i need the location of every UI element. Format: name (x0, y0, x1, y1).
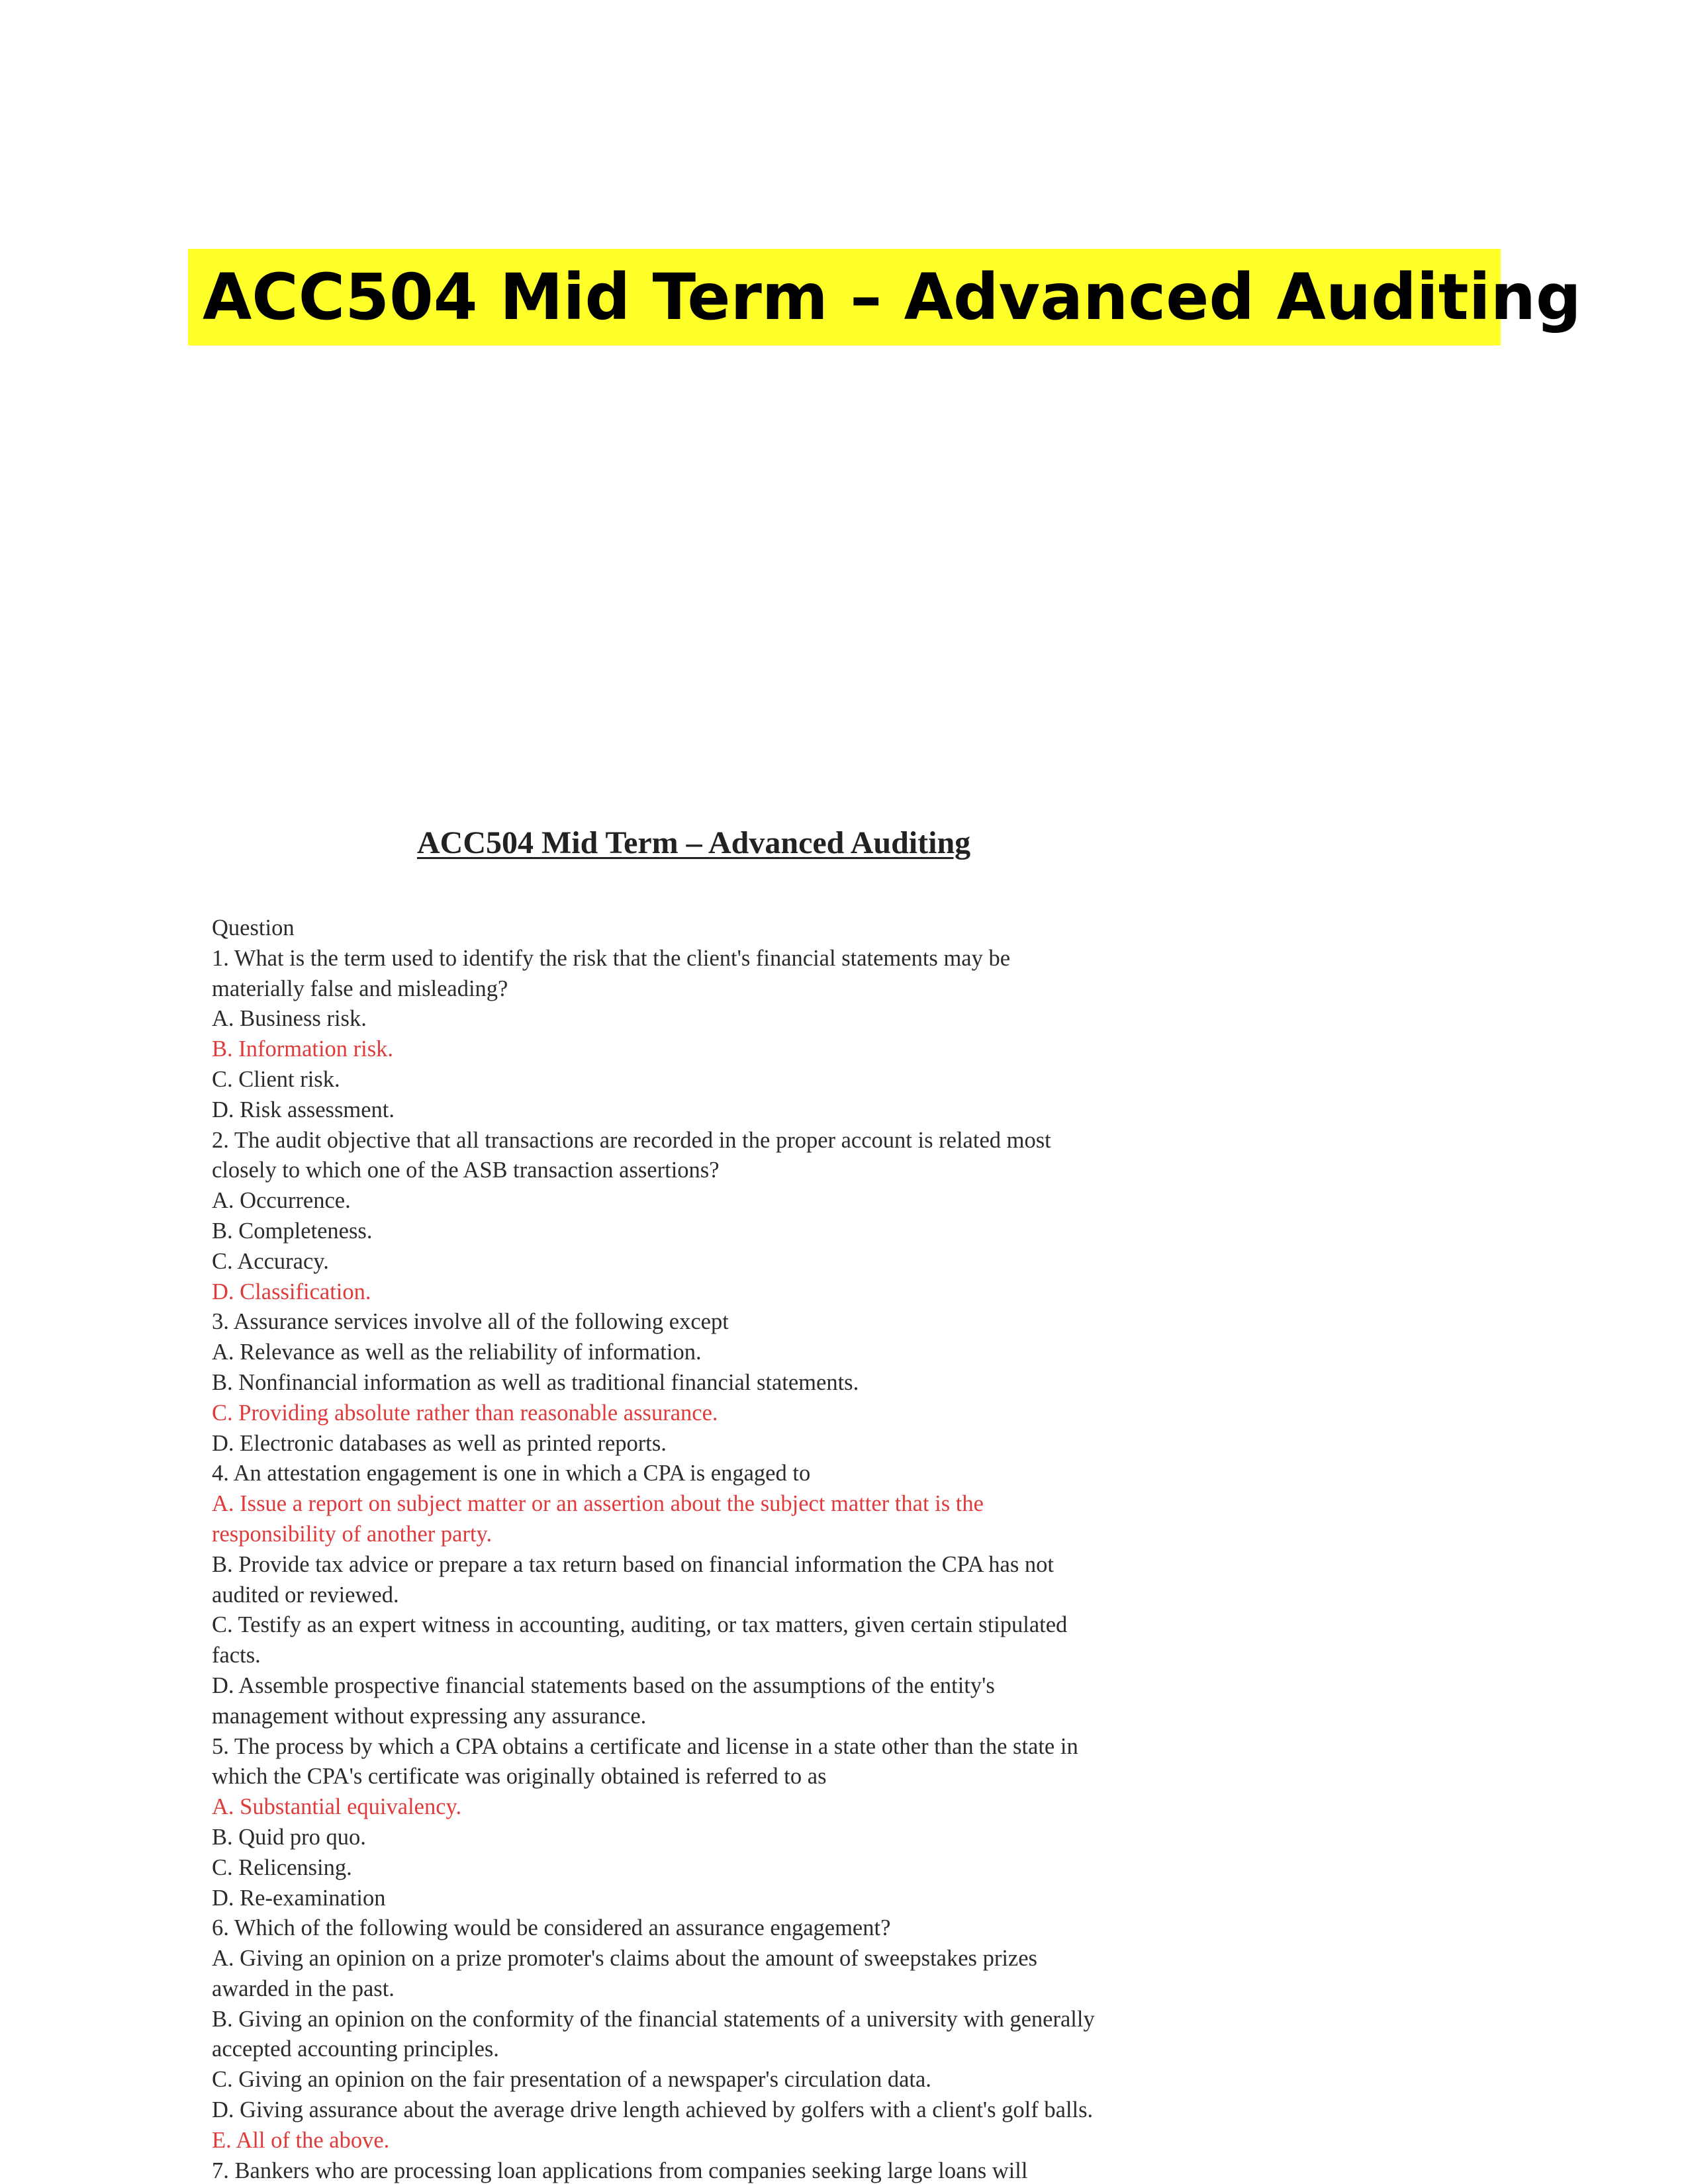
question-line: Question (212, 915, 295, 940)
answer-line: A. Issue a report on subject matter or an assertion about the subject matter that is the (212, 1491, 984, 1517)
question-line: awarded in the past. (212, 1976, 395, 2001)
exam-title: ACC504 Mid Term – Advanced Auditing (417, 825, 971, 860)
question-line: management without expressing any assurance. (212, 1703, 647, 1729)
question-line: 5. The process by which a CPA obtains a certificate and license in a state other than the state in (212, 1733, 1078, 1759)
question-line: which the CPA's certificate was originally obtained is referred to as (212, 1764, 827, 1790)
question-line: C. Giving an opinion on the fair presentation of a newspaper's circulation data. (212, 2067, 931, 2093)
question-list (212, 913, 1304, 2184)
question-line: 4. An attestation engagement is one in which a CPA is engaged to (212, 1461, 811, 1486)
answer-line: B. Information risk. (212, 1036, 394, 1062)
answer-line: C. Providing absolute rather than reasonable assurance. (212, 1400, 718, 1426)
question-line: 6. Which of the following would be considered an assurance engagement? (212, 1915, 891, 1941)
question-line: 3. Assurance services involve all of the following except (212, 1309, 729, 1335)
question-line: 2. The audit objective that all transactions are recorded in the proper account is related most (212, 1127, 1051, 1153)
question-line: B. Giving an opinion on the conformity of the financial statements of a university with generally (212, 2006, 1095, 2032)
answer-line: responsibility of another party. (212, 1521, 492, 1547)
question-line: materially false and misleading? (212, 976, 508, 1001)
question-line: D. Electronic databases as well as printed reports. (212, 1430, 667, 1456)
scanned-exam-page (0, 807, 1688, 2184)
question-line: closely to which one of the ASB transaction assertions? (212, 1158, 720, 1183)
question-line: D. Giving assurance about the average drive length achieved by golfers with a client's golf balls. (212, 2097, 1094, 2123)
question-line: B. Quid pro quo. (212, 1824, 366, 1850)
question-line: C. Testify as an expert witness in accounting, auditing, or tax matters, given certain stipulated (212, 1612, 1068, 1638)
question-line: D. Re-examination (212, 1885, 386, 1911)
question-line: B. Completeness. (212, 1218, 373, 1244)
question-line: D. Assemble prospective financial statements based on the assumptions of the entity's (212, 1672, 995, 1698)
question-line: 1. What is the term used to identify the risk that the client's financial statements may be (212, 945, 1011, 971)
question-line: A. Occurrence. (212, 1188, 351, 1214)
question-line: D. Risk assessment. (212, 1097, 395, 1122)
question-line: C. Relicensing. (212, 1854, 352, 1880)
title-banner (188, 249, 1581, 345)
question-line: facts. (212, 1643, 261, 1668)
answer-line: E. All of the above. (212, 2127, 390, 2153)
question-line: A. Business risk. (212, 1006, 367, 1032)
question-line: C. Accuracy. (212, 1248, 329, 1274)
question-line: B. Provide tax advice or prepare a tax return based on financial information the CPA has not (212, 1551, 1055, 1577)
question-line: accepted accounting principles. (212, 2036, 499, 2062)
question-line: B. Nonfinancial information as well as traditional financial statements. (212, 1369, 859, 1395)
answer-line: D. Classification. (212, 1279, 371, 1304)
question-line: A. Giving an opinion on a prize promoter's claims about the amount of sweepstakes prizes (212, 1946, 1037, 1972)
answer-line: A. Substantial equivalency. (212, 1794, 462, 1820)
question-line: C. Client risk. (212, 1066, 340, 1092)
banner-title: ACC504 Mid Term – Advanced Auditing (203, 260, 1581, 334)
question-line: 7. Bankers who are processing loan applications from companies seeking large loans will (212, 2158, 1028, 2183)
question-line: audited or reviewed. (212, 1582, 399, 1608)
question-line: A. Relevance as well as the reliability of information. (212, 1340, 702, 1365)
